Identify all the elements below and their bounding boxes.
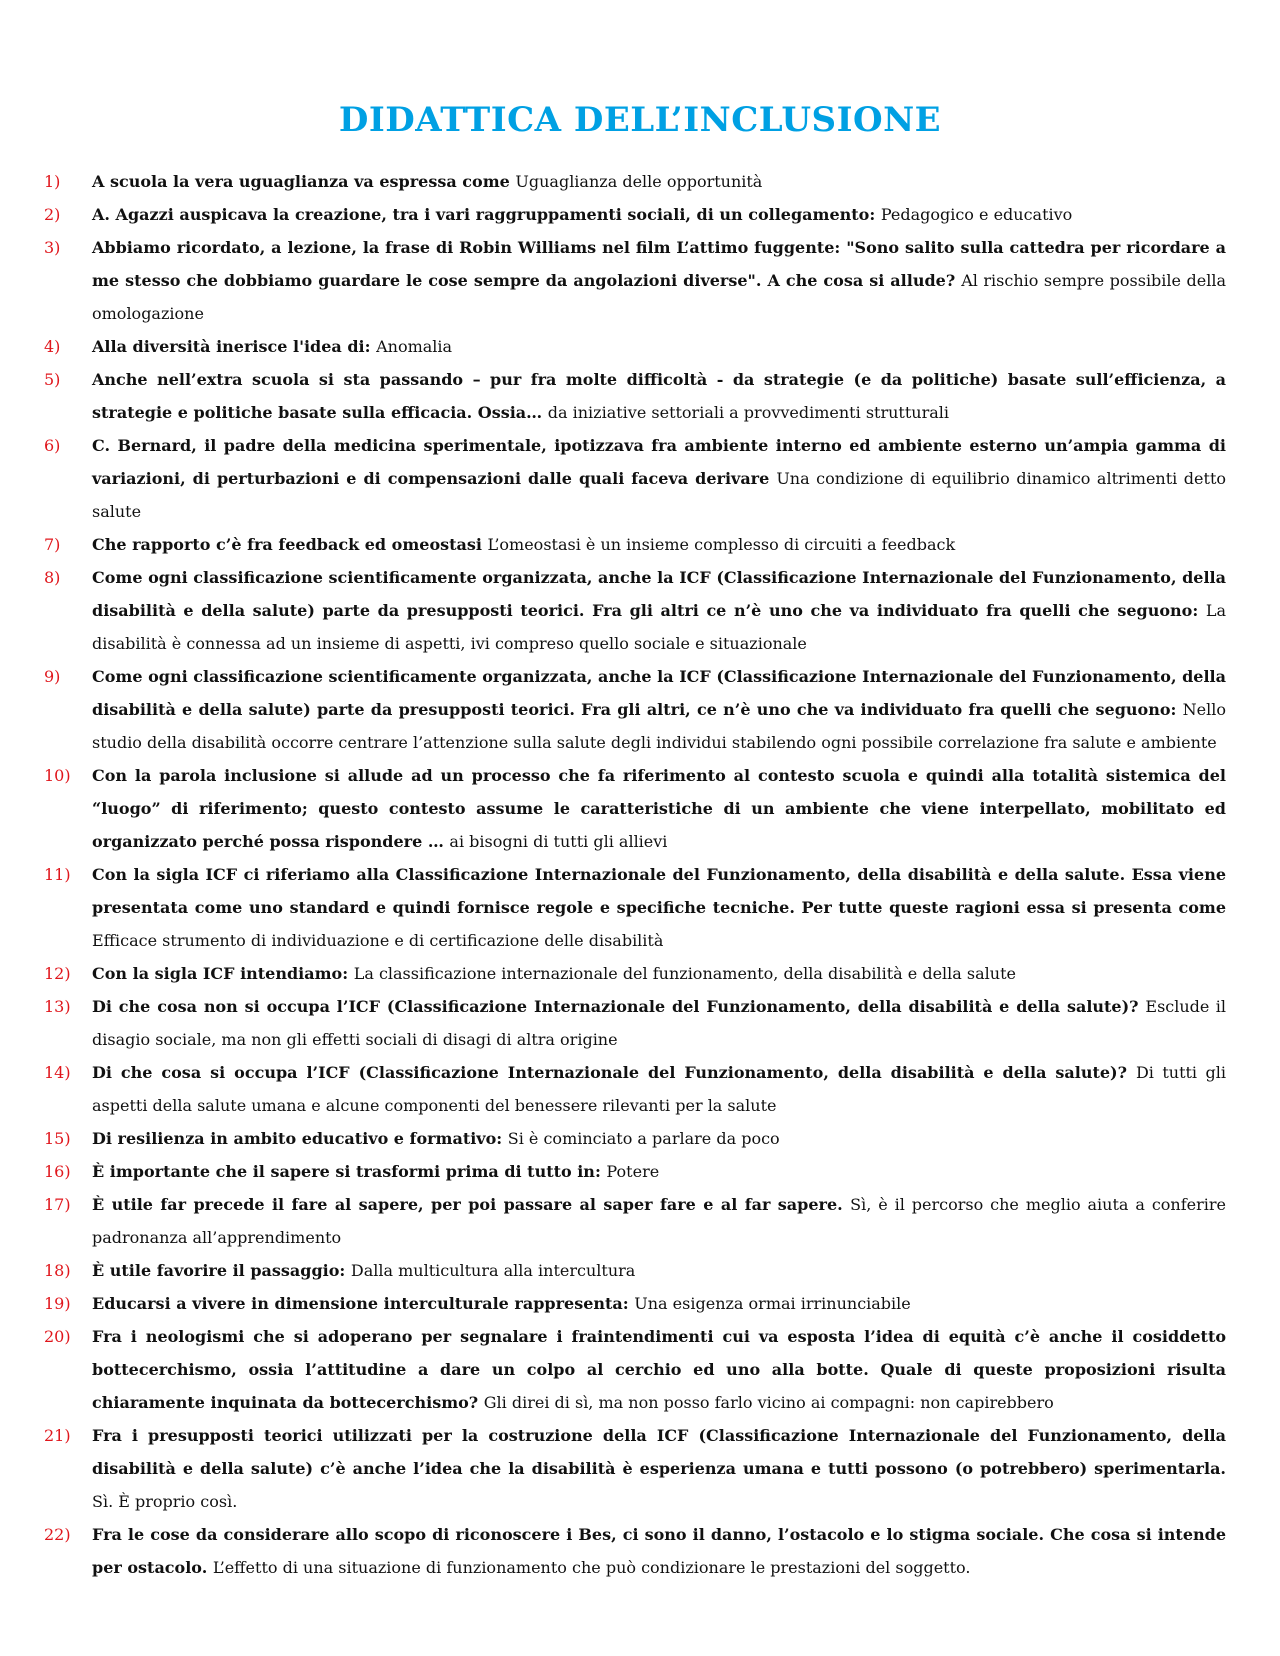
item-number: 14) (44, 1063, 71, 1082)
item-number: 19) (44, 1294, 71, 1313)
list-item (0, 429, 1280, 528)
question-text: È utile far precede il fare al sapere, per poi passare al saper fare e al far sapere. (92, 1195, 851, 1214)
answer-text: Gli direi di sì, ma non posso farlo vicino ai compagni: non capirebbero (483, 1393, 1054, 1412)
list-item (0, 198, 1280, 231)
question-text: Di resilienza in ambito educativo e formativo: (92, 1129, 508, 1148)
item-number: 9) (44, 667, 61, 686)
item-number: 21) (44, 1426, 71, 1445)
question-text: Come ogni classificazione scientificamente organizzata, anche la ICF (Classificazione Internazionale del Funzionamento, della disabilità e della salute) parte da presupposti teorici. Fra gli altri ce n’è uno che va individuato fra quelli che seguono: (92, 568, 1226, 620)
page-title: DIDATTICA DELL’INCLUSIONE (338, 100, 942, 140)
answer-text: Al rischio sempre possibile della omologazione (92, 271, 1227, 323)
answer-text: Una esigenza ormai irrinunciabile (634, 1294, 911, 1313)
question-text: Con la parola inclusione si allude ad un processo che fa riferimento al contesto scuola e quindi alla totalità sistemica del “luogo” di riferimento; questo contesto assume le caratteristiche di un ambiente che viene interpellato, mobilitato ed organizzato perché possa rispondere … (92, 766, 1226, 851)
item-number: 5) (44, 370, 61, 389)
question-text: Alla diversità inerisce l'idea di: (92, 337, 377, 356)
list-item (0, 1188, 1280, 1254)
list-item (0, 660, 1280, 759)
answer-text: Efficace strumento di individuazione e di certificazione delle disabilità (92, 931, 664, 950)
list-item (0, 1122, 1280, 1155)
item-number: 3) (44, 238, 61, 257)
list-item (0, 759, 1280, 858)
item-number: 17) (44, 1195, 71, 1214)
answer-text: Anomalia (376, 337, 453, 356)
list-item (0, 1518, 1280, 1584)
item-number: 7) (44, 535, 61, 554)
question-text: Fra le cose da considerare allo scopo di riconoscere i Bes, ci sono il danno, l’ostacolo e lo stigma sociale. Che cosa si intende per ostacolo. (92, 1525, 1226, 1577)
item-number: 4) (44, 337, 61, 356)
answer-text: La classificazione internazionale del funzionamento, della disabilità e della salute (353, 964, 1016, 983)
item-number: 6) (44, 436, 61, 455)
answer-text: Esclude il disagio sociale, ma non gli effetti sociali di disagi di altra origine (92, 997, 1226, 1049)
item-number: 2) (44, 205, 61, 224)
item-number: 1) (44, 172, 61, 191)
item-number: 10) (44, 766, 71, 785)
question-text: Fra i neologismi che si adoperano per segnalare i fraintendimenti cui va esposta l’idea di equità c’è anche il cosiddetto bottecerchismo, ossia l’attitudine a dare un colpo al cerchio ed uno alla botte. Quale di queste proposizioni risulta chiaramente inquinata da bottecerchismo? (92, 1327, 1226, 1412)
list-item (0, 363, 1280, 429)
item-number: 13) (44, 997, 71, 1016)
list-item (0, 1254, 1280, 1287)
list-item (0, 561, 1280, 660)
list-item (0, 231, 1280, 330)
item-number: 22) (44, 1525, 71, 1544)
answer-text: La disabilità è connessa ad un insieme di aspetti, ivi compreso quello sociale e situazionale (92, 601, 1226, 653)
answer-text: Potere (606, 1162, 660, 1181)
item-number: 15) (44, 1129, 71, 1148)
question-text: Che rapporto c’è fra feedback ed omeostasi (92, 535, 488, 554)
answer-text: ai bisogni di tutti gli allievi (449, 832, 668, 851)
question-text: Abbiamo ricordato, a lezione, la frase di Robin Williams nel film L’attimo fuggente: "Sono salito sulla cattedra per ricordare a me stesso che dobbiamo guardare le cose sempre da angolazioni diverse". A che cosa si allude? (92, 238, 1226, 290)
question-text: Con la sigla ICF ci riferiamo alla Classificazione Internazionale del Funzionamento, della disabilità e della salute. Essa viene presentata come uno standard e quindi fornisce regole e specifiche tecniche. Per tutte queste ragioni essa si presenta come (92, 865, 1226, 917)
answer-text: Sì. È proprio così. (92, 1492, 238, 1511)
list-item (0, 858, 1280, 957)
item-number: 12) (44, 964, 71, 983)
question-text: Di che cosa non si occupa l’ICF (Classificazione Internazionale del Funzionamento, della disabilità e della salute)? (92, 997, 1146, 1016)
question-text: Con la sigla ICF intendiamo: (92, 964, 354, 983)
question-text: A scuola la vera uguaglianza va espressa come (92, 172, 516, 191)
answer-text: Nello studio della disabilità occorre centrare l’attenzione sulla salute degli individui stabilendo ogni possibile correlazione fra salute e ambiente (92, 700, 1226, 752)
list-item (0, 1320, 1280, 1419)
item-number: 18) (44, 1261, 71, 1280)
answer-text: Sì, è il percorso che meglio aiuta a conferire padronanza all’apprendimento (92, 1195, 1227, 1247)
list-item (0, 1419, 1280, 1518)
answer-text: Si è cominciato a parlare da poco (507, 1129, 780, 1148)
question-list (0, 165, 1280, 1584)
question-text: Anche nell’extra scuola si sta passando – pur fra molte difficoltà - da strategie (e da politiche) basate sull’efficienza, a strategie e politiche basate sulla efficacia. Ossia… (92, 370, 1226, 422)
item-number: 11) (44, 865, 71, 884)
answer-text: Di tutti gli aspetti della salute umana e alcune componenti del benessere rilevanti per la salute (92, 1063, 1226, 1115)
question-text: Educarsi a vivere in dimensione interculturale rappresenta: (92, 1294, 635, 1313)
list-item (0, 528, 1280, 561)
answer-text: da iniziative settoriali a provvedimenti strutturali (547, 403, 949, 422)
question-text: È importante che il sapere si trasformi prima di tutto in: (92, 1162, 607, 1181)
answer-text: Uguaglianza delle opportunità (515, 172, 763, 191)
answer-text: Dalla multicultura alla intercultura (350, 1261, 636, 1280)
list-item (0, 957, 1280, 990)
question-text: Fra i presupposti teorici utilizzati per la costruzione della ICF (Classificazione Internazionale del Funzionamento, della disabilità e della salute) c’è anche l’idea che la disabilità è esperienza umana e tutti possono (o potrebbero) sperimentarla. (92, 1426, 1226, 1478)
answer-text: L’effetto di una situazione di funzionamento che può condizionare le prestazioni del soggetto. (212, 1558, 971, 1577)
item-number: 20) (44, 1327, 71, 1346)
list-item (0, 1056, 1280, 1122)
list-item (0, 330, 1280, 363)
item-number: 16) (44, 1162, 71, 1181)
question-text: Di che cosa si occupa l’ICF (Classificazione Internazionale del Funzionamento, della disabilità e della salute)? (92, 1063, 1136, 1082)
answer-text: Pedagogico e educativo (880, 205, 1073, 224)
question-text: Come ogni classificazione scientificamente organizzata, anche la ICF (Classificazione Internazionale del Funzionamento, della disabilità e della salute) parte da presupposti teorici. Fra gli altri, ce n’è uno che va individuato fra quelli che seguono: (92, 667, 1226, 719)
list-item (0, 1155, 1280, 1188)
list-item (0, 165, 1280, 198)
answer-text: Una condizione di equilibrio dinamico altrimenti detto salute (92, 469, 1227, 521)
question-text: C. Bernard, il padre della medicina sperimentale, ipotizzava fra ambiente interno ed ambiente esterno un’ampia gamma di variazioni, di perturbazioni e di compensazioni dalle quali faceva derivare (92, 436, 1226, 488)
list-item (0, 1287, 1280, 1320)
question-text: A. Agazzi auspicava la creazione, tra i vari raggruppamenti sociali, di un collegamento: (92, 205, 881, 224)
question-text: È utile favorire il passaggio: (92, 1261, 351, 1280)
list-item (0, 990, 1280, 1056)
item-number: 8) (44, 568, 61, 587)
answer-text: L’omeostasi è un insieme complesso di circuiti a feedback (487, 535, 956, 554)
